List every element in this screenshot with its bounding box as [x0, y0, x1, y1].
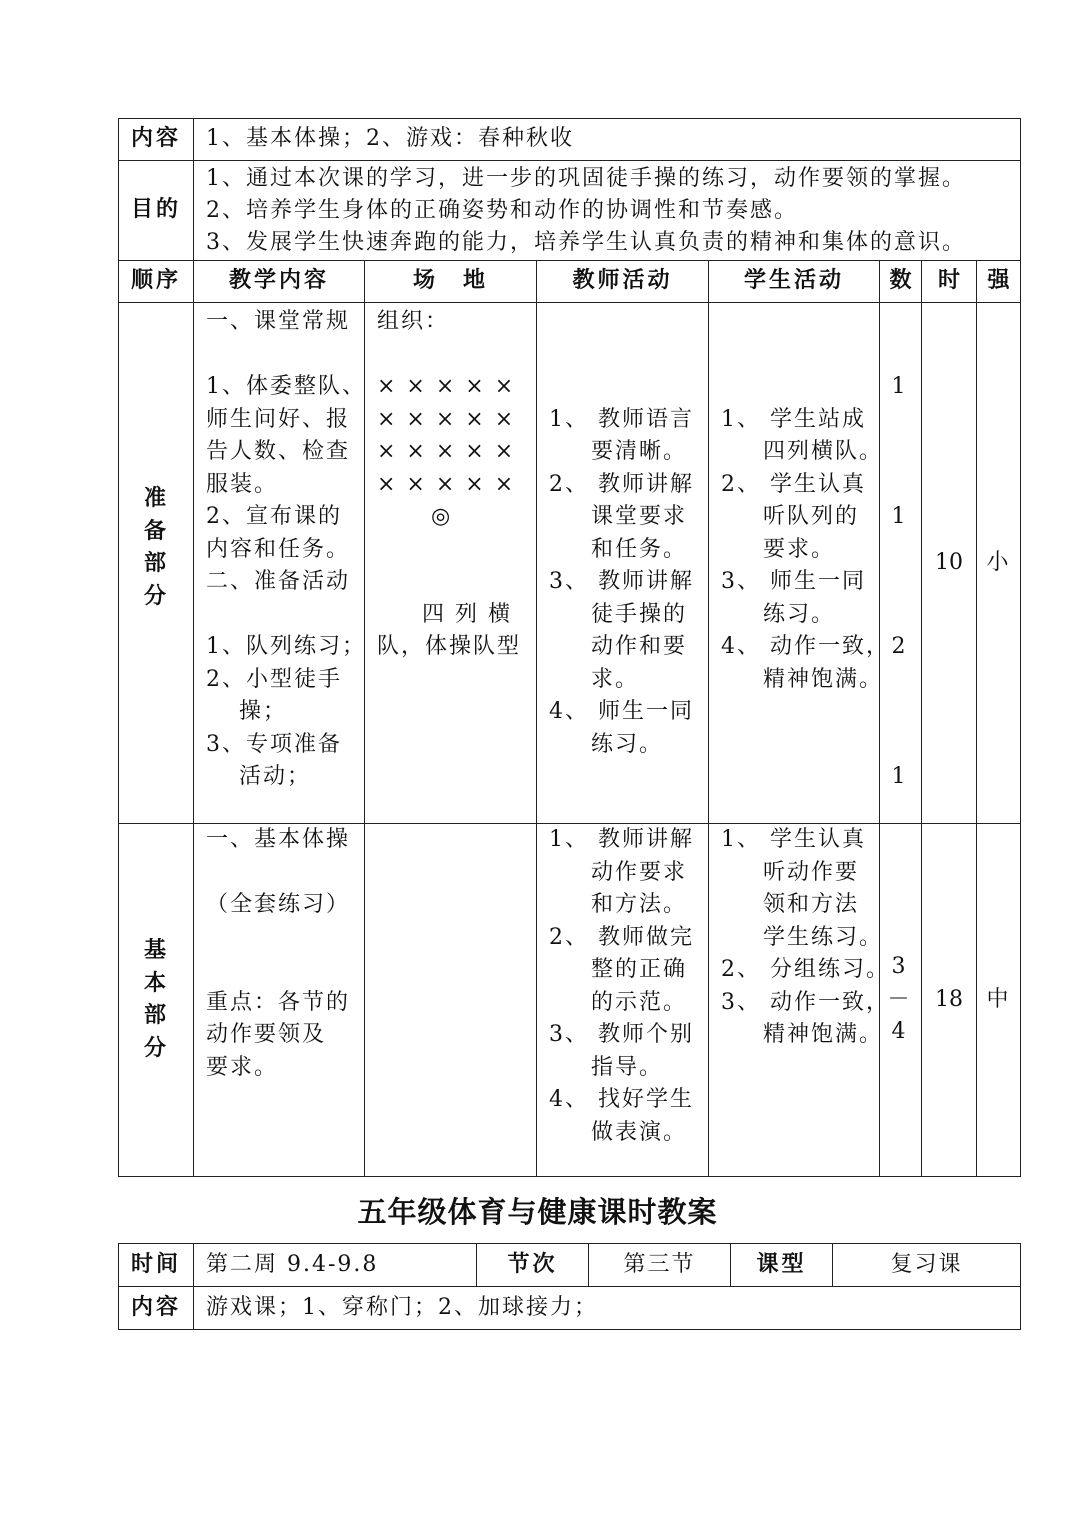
content-value-2: 游戏课；1、穿称门；2、加球接力；	[194, 1287, 1021, 1330]
header-count: 数	[880, 261, 922, 303]
prep-student: 1、 学生站成 四列横队。 2、 学生认真 听队列的 要求。 3、 师生一同 练习。 4、 动作一致， 精神饱满。	[709, 303, 880, 824]
header-row	[119, 261, 1021, 303]
goal-label: 目的	[119, 161, 194, 261]
basic-count: 3 － 4	[880, 824, 922, 1177]
content-value: 1、基本体操；2、游戏：春种秋收	[194, 119, 1021, 161]
prep-label: 准 备 部 分	[119, 303, 194, 824]
basic-time: 18	[922, 824, 977, 1177]
prep-intensity: 小	[977, 303, 1021, 824]
time-label: 时间	[119, 1244, 194, 1287]
prep-row	[119, 303, 1021, 824]
goal-item: 1、通过本次课的学习，进一步的巩固徒手操的练习，动作要领的掌握。	[206, 165, 966, 191]
lesson-info-table	[118, 1243, 1021, 1330]
content-label-2: 内容	[119, 1287, 194, 1330]
basic-venue	[365, 824, 537, 1177]
prep-content: 一、课堂常规 1、体委整队、 师生问好、报 告人数、检查 服装。 2、宣布课的 内容和任务。 二、准备活动 1、队列练习； 2、小型徒手 操； 3、专项准备 活动；	[194, 303, 365, 824]
header-order: 顺序	[119, 261, 194, 303]
time-row	[119, 1244, 1021, 1287]
page-title: 五年级体育与健康课时教案	[357, 1195, 718, 1229]
basic-student: 1、 学生认真 听动作要 领和方法 学生练习。 2、 分组练习。 3、 动作一致， 精神饱满。	[709, 824, 880, 1177]
basic-intensity: 中	[977, 824, 1021, 1177]
type-label: 课型	[731, 1244, 833, 1287]
basic-teacher: 1、 教师讲解 动作要求 和方法。 2、 教师做完 整的正确 的示范。 3、 教师个别 指导。 4、 找好学生 做表演。	[537, 824, 709, 1177]
prep-time: 10	[922, 303, 977, 824]
basic-label: 基 本 部 分	[119, 824, 194, 1177]
goal-item: 3、发展学生快速奔跑的能力，培养学生认真负责的精神和集体的意识。	[206, 229, 966, 255]
type-value: 复习课	[833, 1244, 1021, 1287]
time-value: 第二周 9.4-9.8	[194, 1244, 477, 1287]
goal-item: 2、培养学生身体的正确姿势和动作的协调性和节奏感。	[206, 197, 798, 223]
prep-teacher: 1、 教师语言 要清晰。 2、 教师讲解 课堂要求 和任务。 3、 教师讲解 徒手操的 动作和要 求。 4、 师生一同 练习。	[537, 303, 709, 824]
prep-venue: 组织： × × × × × × × × × × × × × × × × × × × × ◎ 四 列 横 队，体操队型	[365, 303, 537, 824]
content-row	[119, 119, 1021, 161]
header-time: 时	[922, 261, 977, 303]
content-label: 内容	[119, 119, 194, 161]
prep-count: 1 1 2 1	[880, 303, 922, 824]
header-intensity: 强	[977, 261, 1021, 303]
section-label: 节次	[477, 1244, 589, 1287]
section-value: 第三节	[589, 1244, 731, 1287]
content-row-2	[119, 1287, 1021, 1330]
header-venue: 场 地	[365, 261, 537, 303]
header-student: 学生活动	[709, 261, 880, 303]
header-teacher: 教师活动	[537, 261, 709, 303]
basic-row	[119, 824, 1021, 1177]
lesson-plan-table	[118, 118, 1021, 1177]
header-content: 教学内容	[194, 261, 365, 303]
goal-list	[194, 161, 1021, 261]
basic-content: 一、基本体操 （全套练习） 重点：各节的 动作要领及 要求。	[194, 824, 365, 1177]
goal-row	[119, 161, 1021, 261]
